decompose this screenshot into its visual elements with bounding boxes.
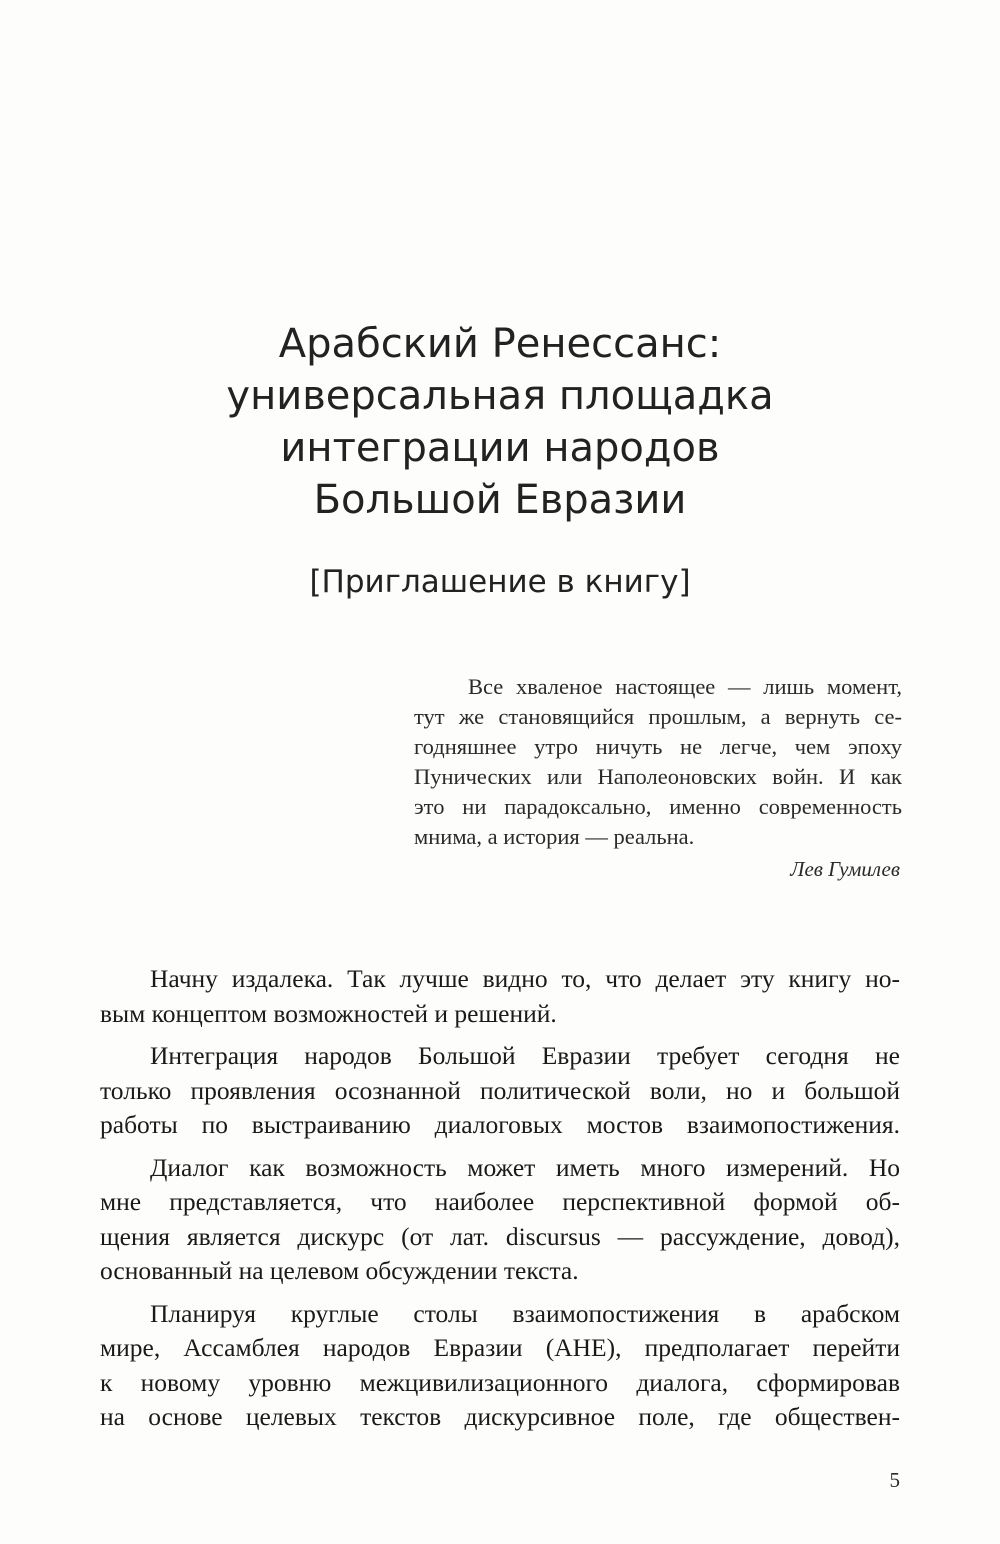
chapter-subtitle: [Приглашение в книгу] bbox=[309, 564, 691, 600]
text-line: Планируя круглые столы взаимопостижения в арабском bbox=[150, 1298, 900, 1328]
text-line: щения является дискурс (от лат. discursus — рассуждение, довод), bbox=[100, 1221, 900, 1251]
paragraph bbox=[100, 1297, 900, 1435]
chapter-title bbox=[0, 318, 1000, 526]
chapter-title-line: Большой Евразии bbox=[313, 477, 687, 523]
text-line: мне представляется, что наиболее перспективной формой об- bbox=[100, 1187, 900, 1216]
text-line: вым концептом возможностей и решений. bbox=[100, 998, 557, 1028]
text-line: работы по выстраиванию диалоговых мостов взаимопостижения. bbox=[100, 1110, 900, 1139]
text-line: Начну издалека. Так лучше видно то, что делает эту книгу но- bbox=[150, 964, 900, 993]
text-line: только проявления осознанной политической воли, но и большой bbox=[100, 1075, 900, 1105]
epigraph bbox=[414, 672, 902, 852]
paragraph bbox=[100, 962, 900, 1031]
paragraph bbox=[100, 1039, 900, 1143]
epigraph-line: это ни парадоксально, именно современность bbox=[414, 794, 902, 819]
epigraph-line: Все хваленое настоящее — лишь момент, bbox=[468, 674, 902, 699]
epigraph-line: мнима, а история — реальна. bbox=[414, 824, 695, 849]
text-line: мире, Ассамблея народов Евразии (АНЕ), предполагает перейти bbox=[100, 1333, 900, 1362]
chapter-title-line: универсальная площадка bbox=[226, 373, 774, 419]
epigraph-line: тут же становящийся прошлым, а вернуть се- bbox=[414, 704, 902, 729]
paragraph bbox=[100, 1151, 900, 1289]
epigraph-author: Лев Гумилев bbox=[790, 857, 900, 881]
chapter-title-line: интеграции народов bbox=[280, 425, 720, 471]
text-line: к новому уровню межцивилизационного диалога, сформировав bbox=[100, 1367, 900, 1397]
text-line: на основе целевых текстов дискурсивное поле, где обществен- bbox=[100, 1402, 900, 1431]
text-line: Интеграция народов Большой Евразии требует сегодня не bbox=[150, 1041, 900, 1070]
body-text bbox=[100, 962, 900, 1443]
text-line: Диалог как возможность может иметь много измерений. Но bbox=[150, 1152, 900, 1182]
text-line: основанный на целевом обсуждении текста. bbox=[100, 1256, 579, 1285]
chapter-title-line: Арабский Ренессанс: bbox=[278, 321, 722, 367]
epigraph-line: годняшнее утро ничуть не легче, чем эпоху bbox=[414, 734, 902, 759]
epigraph-line: Пунических или Наполеоновских войн. И как bbox=[414, 764, 902, 789]
page-number: 5 bbox=[889, 1468, 900, 1492]
